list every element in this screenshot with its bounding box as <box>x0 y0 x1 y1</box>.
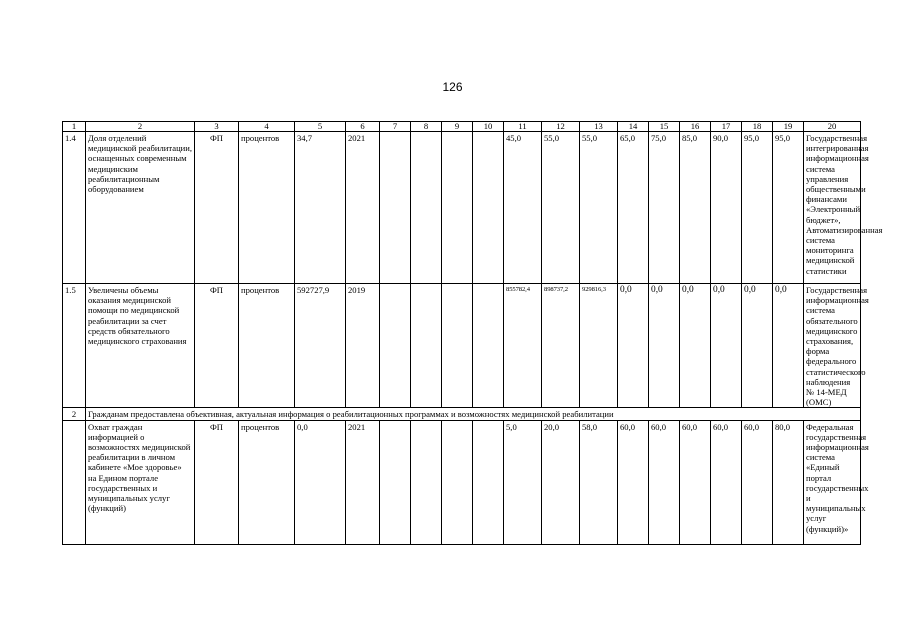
header-cell: 3 <box>195 122 239 132</box>
data-source: Государственная интегрированная информационная система управления общественными финансами «Электронный бюджет», Автоматизированная система мониторинга медицинской статистики <box>804 132 861 284</box>
value-cell: 58,0 <box>580 420 618 544</box>
value-cell <box>473 284 504 408</box>
data-source: Государственная информационная система обязательного медицинского страхования, форма федерального статистического наблюдения № 14-МЕД (ОМС) <box>804 284 861 408</box>
value-cell <box>442 284 473 408</box>
value-cell: 929816,3 <box>580 284 618 408</box>
indicator-name: Доля отделений медицинской реабилитации, оснащенных современным медицинским реабилитационным оборудованием <box>86 132 195 284</box>
value-cell: 855782,4 <box>504 284 542 408</box>
value-cell: 85,0 <box>680 132 711 284</box>
value-cell: 60,0 <box>680 420 711 544</box>
unit: процентов <box>239 132 295 284</box>
row-number <box>63 420 86 544</box>
indicator-type: ФП <box>195 132 239 284</box>
table-row <box>63 420 861 544</box>
value-cell <box>442 132 473 284</box>
value-cell: 898737,2 <box>542 284 580 408</box>
header-cell: 7 <box>380 122 411 132</box>
indicator-type: ФП <box>195 420 239 544</box>
row-number: 1.4 <box>63 132 86 284</box>
header-cell: 20 <box>804 122 861 132</box>
value-cell <box>411 284 442 408</box>
section-row <box>63 408 861 420</box>
value-cell: 60,0 <box>618 420 649 544</box>
value-cell: 60,0 <box>742 420 773 544</box>
header-cell: 11 <box>504 122 542 132</box>
value-cell: 0,0 <box>680 284 711 408</box>
header-cell: 13 <box>580 122 618 132</box>
value-cell: 60,0 <box>711 420 742 544</box>
header-cell: 10 <box>473 122 504 132</box>
base-value: 34,7 <box>295 132 346 284</box>
value-cell: 0,0 <box>711 284 742 408</box>
value-cell: 65,0 <box>618 132 649 284</box>
row-number: 1.5 <box>63 284 86 408</box>
header-cell: 18 <box>742 122 773 132</box>
header-cell: 8 <box>411 122 442 132</box>
unit: процентов <box>239 284 295 408</box>
base-year: 2019 <box>346 284 380 408</box>
unit: процентов <box>239 420 295 544</box>
value-cell <box>411 420 442 544</box>
value-cell: 5,0 <box>504 420 542 544</box>
value-cell: 0,0 <box>649 284 680 408</box>
value-cell: 0,0 <box>773 284 804 408</box>
header-cell: 14 <box>618 122 649 132</box>
value-cell <box>442 420 473 544</box>
value-cell: 80,0 <box>773 420 804 544</box>
indicator-type: ФП <box>195 284 239 408</box>
base-year: 2021 <box>346 420 380 544</box>
header-cell: 2 <box>86 122 195 132</box>
page-number: 126 <box>442 80 463 94</box>
value-cell: 55,0 <box>580 132 618 284</box>
value-cell <box>380 132 411 284</box>
header-cell: 4 <box>239 122 295 132</box>
base-value: 0,0 <box>295 420 346 544</box>
value-cell: 95,0 <box>773 132 804 284</box>
value-cell: 0,0 <box>618 284 649 408</box>
value-cell: 45,0 <box>504 132 542 284</box>
value-cell <box>380 420 411 544</box>
table-row <box>63 132 861 284</box>
base-year: 2021 <box>346 132 380 284</box>
value-cell: 20,0 <box>542 420 580 544</box>
value-cell: 95,0 <box>742 132 773 284</box>
value-cell: 75,0 <box>649 132 680 284</box>
indicator-name: Охват граждан информацией о возможностях медицинской реабилитации в личном кабинете «Мое здоровье» на Едином портале государственных и муниципальных услуг (функций) <box>86 420 195 544</box>
header-cell: 19 <box>773 122 804 132</box>
section-title: Гражданам предоставлена объективная, актуальная информация о реабилитационных программах и возможностях медицинской реабилитации <box>86 408 861 420</box>
value-cell <box>380 284 411 408</box>
value-cell: 60,0 <box>649 420 680 544</box>
header-cell: 1 <box>63 122 86 132</box>
value-cell: 0,0 <box>742 284 773 408</box>
base-value: 592727,9 <box>295 284 346 408</box>
header-cell: 17 <box>711 122 742 132</box>
header-cell: 6 <box>346 122 380 132</box>
header-cell: 15 <box>649 122 680 132</box>
table-row <box>63 284 861 408</box>
data-source: Федеральная государственная информационная система «Единый портал государственных и муниципальных услуг (функций)» <box>804 420 861 544</box>
header-cell: 12 <box>542 122 580 132</box>
indicator-name: Увеличены объемы оказания медицинской помощи по медицинской реабилитации за счет средств обязательного медицинского страхования <box>86 284 195 408</box>
value-cell <box>473 420 504 544</box>
value-cell: 90,0 <box>711 132 742 284</box>
section-number: 2 <box>63 408 86 420</box>
header-cell: 16 <box>680 122 711 132</box>
value-cell <box>411 132 442 284</box>
value-cell <box>473 132 504 284</box>
indicators-table <box>62 121 883 545</box>
value-cell: 55,0 <box>542 132 580 284</box>
header-cell: 9 <box>442 122 473 132</box>
header-cell: 5 <box>295 122 346 132</box>
column-number-row <box>63 122 861 132</box>
